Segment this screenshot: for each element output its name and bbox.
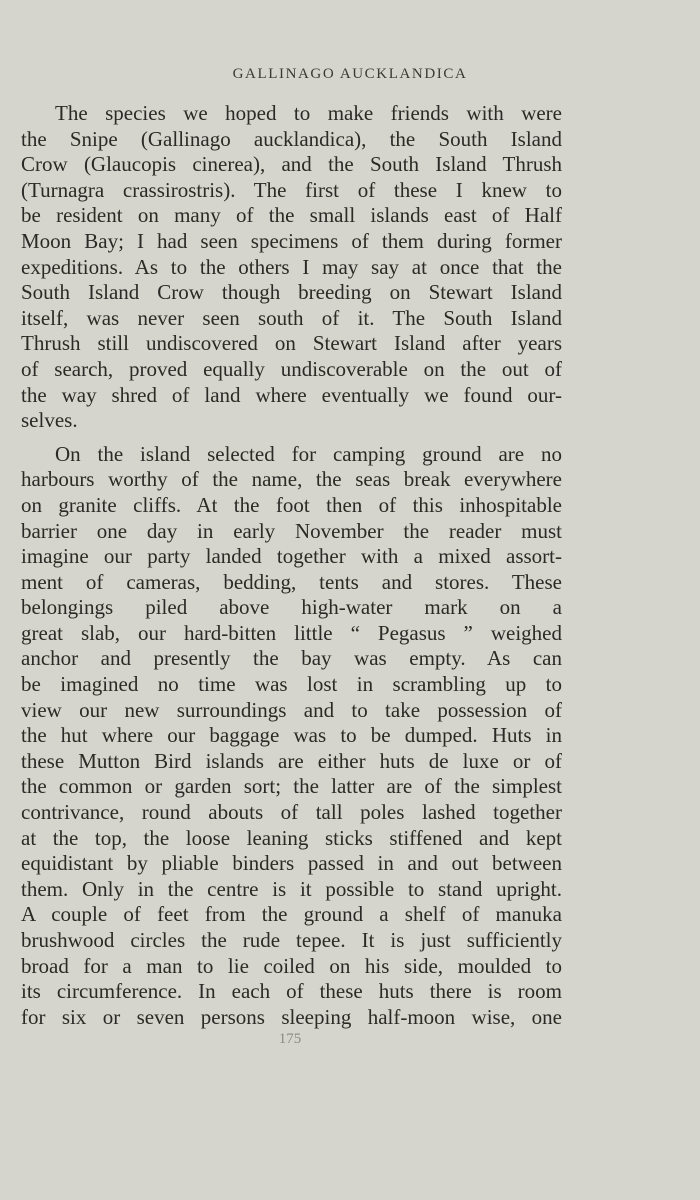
text-line: be imagined no time was lost in scrambling up to (21, 672, 562, 697)
text-line: these Mutton Bird islands are either huts de luxe or of (21, 748, 562, 773)
page-number: 175 (278, 1031, 302, 1047)
text-line: contrivance, round abouts of tall poles lashed together (21, 800, 562, 825)
text-line: The species we hoped to make friends with were (55, 101, 562, 125)
text-line: broad for a man to lie coiled on his side, moulded to (21, 953, 562, 978)
text-line: selves. (21, 408, 78, 433)
text-line: brushwood circles the rude tepee. It is just sufficiently (21, 928, 562, 952)
text-line: itself, was never seen south of it. The South Island (21, 305, 562, 330)
text-line: the way shred of land where eventually we found our- (21, 382, 562, 407)
text-line: belongings piled above high-water mark on a (21, 595, 562, 620)
text-line: the hut where our baggage was to be dumped. Huts in (21, 723, 562, 748)
text-line: expeditions. As to the others I may say at once that the (21, 254, 562, 279)
text-line: harbours worthy of the name, the seas break everywhere (21, 467, 562, 492)
text-line: view our new surroundings and to take possession of (21, 697, 562, 722)
text-line: the Snipe (Gallinago aucklandica), the South Island (21, 126, 562, 151)
text-line: anchor and presently the bay was empty. As can (21, 646, 562, 671)
text-line: ment of cameras, bedding, tents and stores. These (21, 569, 562, 594)
body-text (21, 101, 562, 1030)
text-line: be resident on many of the small islands east of Half (21, 203, 562, 228)
paragraph-gap (21, 434, 562, 442)
text-line: of search, proved equally undiscoverable on the out of (21, 356, 562, 381)
paragraph-2 (21, 442, 562, 1031)
text-line: for six or seven persons sleeping half-moon wise, one (21, 1004, 562, 1029)
text-line: on granite cliffs. At the foot then of this inhospitable (21, 492, 562, 517)
text-line: (Turnagra crassirostris). The first of these I knew to (21, 177, 562, 202)
text-line: the common or garden sort; the latter are of the simplest (21, 774, 562, 799)
text-line: at the top, the loose leaning sticks stiffened and kept (21, 825, 562, 850)
text-line: A couple of feet from the ground a shelf of manuka (21, 902, 562, 927)
text-line: South Island Crow though breeding on Stewart Island (21, 280, 562, 305)
text-line: great slab, our hard-bitten little “ Pegasus ” weighed (21, 620, 562, 645)
running-head: GALLINAGO AUCKLANDICA (232, 66, 468, 82)
text-line: its circumference. In each of these huts there is room (21, 979, 562, 1004)
paragraph-1 (21, 101, 562, 434)
text-line: equidistant by pliable binders passed in and out between (21, 851, 562, 876)
text-line: On the island selected for camping ground are no (55, 441, 562, 466)
text-line: Thrush still undiscovered on Stewart Island after years (21, 331, 562, 356)
text-line: imagine our party landed together with a mixed assort- (21, 544, 562, 569)
text-line: Moon Bay; I had seen specimens of them during former (21, 228, 562, 253)
text-line: barrier one day in early November the reader must (21, 518, 562, 543)
text-line: Crow (Glaucopis cinerea), and the South Island Thrush (21, 152, 562, 177)
text-line: them. Only in the centre is it possible to stand upright. (21, 876, 562, 901)
